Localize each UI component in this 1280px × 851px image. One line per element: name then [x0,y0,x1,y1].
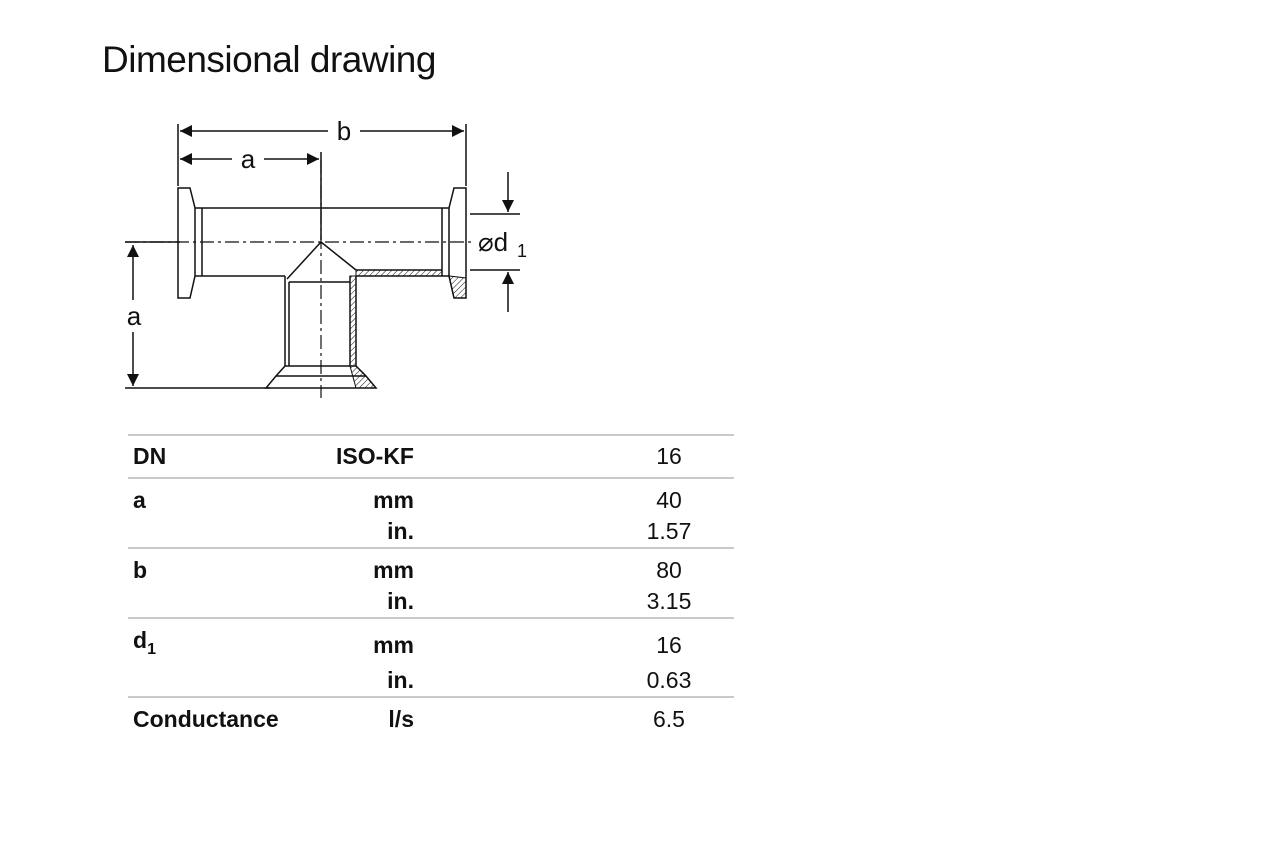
dimension-d1-label: ⌀d [478,227,509,257]
row-unit: ISO-KF [321,435,414,478]
dimension-b-label: b [336,116,352,146]
row-value: 0.63 [646,667,692,693]
table-row [128,697,734,735]
row-unit: in. [387,667,414,693]
row-value: 80 [414,548,734,586]
row-value: 16 [414,618,734,665]
row-label: b [128,548,321,586]
row-value: 3.15 [646,588,692,614]
row-value: 6.5 [414,697,734,735]
dimension-a-left-label: a [126,301,142,331]
row-label: DN [128,435,321,478]
row-unit: l/s [321,697,414,735]
row-label-subscript: 1 [147,641,156,658]
table-row [128,665,734,697]
table-row [128,516,734,548]
row-value: 1.57 [646,518,692,544]
dimension-d1-subscript: 1 [517,241,528,261]
dimension-table [128,434,734,735]
table-row [128,586,734,618]
table-row [128,618,734,665]
row-value: 16 [414,435,734,478]
dimension-a-top-label: a [240,144,256,174]
tee-dimensional-drawing [0,0,600,420]
row-unit: mm [321,618,414,665]
row-unit: mm [321,548,414,586]
row-label: $d_1$ [128,618,321,665]
row-label: a [128,478,321,516]
page-title: Dimensional drawing [102,39,436,80]
row-unit: mm [321,478,414,516]
table-row [128,478,734,516]
table-row [128,548,734,586]
row-unit: in. [387,588,414,614]
row-label: Conductance [128,697,321,735]
row-value: 40 [414,478,734,516]
table-row [128,435,734,478]
row-unit: in. [387,518,414,544]
